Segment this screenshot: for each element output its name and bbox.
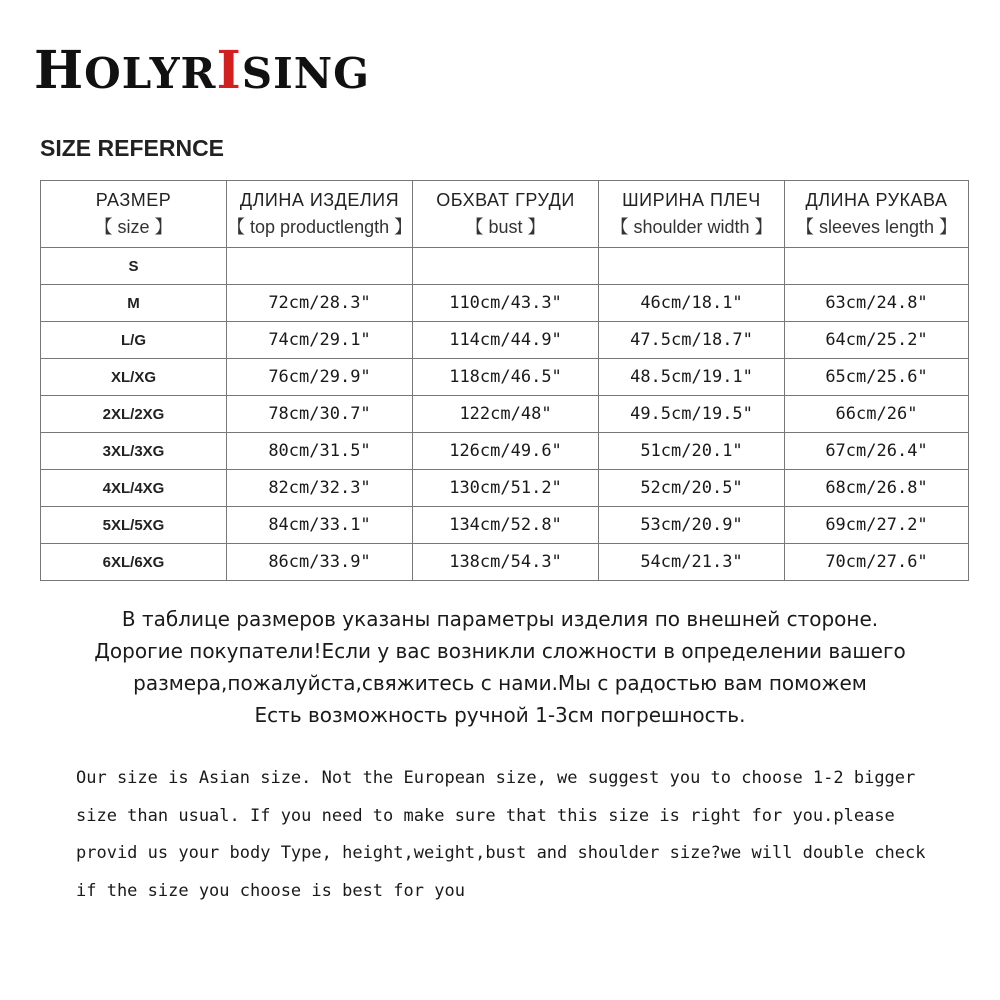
shoulder-cell: 48.5cm/19.1" — [599, 359, 785, 396]
bust-cell — [413, 248, 599, 285]
sleeve-cell — [785, 248, 969, 285]
table-row — [41, 470, 969, 507]
length-cell: 80cm/31.5" — [227, 433, 413, 470]
size-cell: XL/XG — [41, 359, 227, 396]
length-cell: 84cm/33.1" — [227, 507, 413, 544]
table-row — [41, 248, 969, 285]
header-ru: РАЗМЕР — [95, 189, 172, 210]
logo-letter-h: H — [34, 40, 85, 101]
sleeve-cell: 69cm/27.2" — [785, 507, 969, 544]
header-row — [41, 181, 969, 248]
sleeve-cell: 65cm/25.6" — [785, 359, 969, 396]
en-note-line: size than usual. If you need to make sure that this size is right for you.please — [76, 805, 895, 826]
header-en: 【 top productlength 】 — [227, 216, 413, 237]
header-en: 【 shoulder width 】 — [610, 216, 773, 237]
table-row — [41, 507, 969, 544]
table-row — [41, 433, 969, 470]
size-cell: M — [41, 285, 227, 322]
header-shoulder — [599, 181, 785, 248]
bust-cell: 122cm/48" — [413, 396, 599, 433]
size-cell: 2XL/2XG — [41, 396, 227, 433]
table-row — [41, 359, 969, 396]
ru-note-line: размера,пожалуйста,свяжитесь с нами.Мы с радостью вам поможем — [133, 671, 867, 695]
header-size — [41, 181, 227, 248]
shoulder-cell: 51cm/20.1" — [599, 433, 785, 470]
header-en: 【 bust 】 — [465, 216, 546, 237]
bust-cell: 134cm/52.8" — [413, 507, 599, 544]
header-ru: ШИРИНА ПЛЕЧ — [622, 189, 761, 210]
bust-cell: 130cm/51.2" — [413, 470, 599, 507]
logo-part-1: OLYR — [84, 49, 217, 98]
en-note-line: Our size is Asian size. Not the European size, we suggest you to choose 1-2 bigger — [76, 768, 916, 788]
bust-cell: 110cm/43.3" — [413, 285, 599, 322]
bust-cell: 114cm/44.9" — [413, 322, 599, 359]
sleeve-cell: 68cm/26.8" — [785, 470, 969, 507]
shoulder-cell — [599, 248, 785, 285]
length-cell: 74cm/29.1" — [227, 322, 413, 359]
brand-logo — [34, 40, 370, 101]
length-cell: 72cm/28.3" — [227, 285, 413, 322]
size-cell: S — [41, 248, 227, 285]
header-en: 【 sleeves length 】 — [795, 216, 958, 237]
header-en: 【 size 】 — [94, 216, 173, 237]
length-cell: 78cm/30.7" — [227, 396, 413, 433]
size-cell: 6XL/6XG — [41, 544, 227, 581]
size-cell: 4XL/4XG — [41, 470, 227, 507]
bust-cell: 118cm/46.5" — [413, 359, 599, 396]
table-row — [41, 544, 969, 581]
shoulder-cell: 49.5cm/19.5" — [599, 396, 785, 433]
russian-notes — [20, 603, 980, 731]
bust-cell: 126cm/49.6" — [413, 433, 599, 470]
ru-note-line: В таблице размеров указаны параметры изделия по внешней стороне. — [121, 607, 879, 631]
shoulder-cell: 53cm/20.9" — [599, 507, 785, 544]
shoulder-cell: 46cm/18.1" — [599, 285, 785, 322]
shoulder-cell: 47.5cm/18.7" — [599, 322, 785, 359]
size-cell: 5XL/5XG — [41, 507, 227, 544]
logo-letter-i: I — [216, 40, 242, 101]
length-cell: 76cm/29.9" — [227, 359, 413, 396]
english-note — [76, 760, 976, 910]
size-cell: 3XL/3XG — [41, 433, 227, 470]
size-table — [40, 180, 969, 581]
header-ru: ДЛИНА РУКАВА — [805, 189, 948, 210]
table-row — [41, 396, 969, 433]
sleeve-cell: 63cm/24.8" — [785, 285, 969, 322]
header-ru: ОБХВАТ ГРУДИ — [436, 189, 575, 210]
page-heading: SIZE REFERNCE — [40, 135, 225, 161]
sleeve-cell: 70cm/27.6" — [785, 544, 969, 581]
length-cell — [227, 248, 413, 285]
shoulder-cell: 54cm/21.3" — [599, 544, 785, 581]
bust-cell: 138cm/54.3" — [413, 544, 599, 581]
shoulder-cell: 52cm/20.5" — [599, 470, 785, 507]
ru-note-line: Есть возможность ручной 1-3см погрешность. — [254, 703, 746, 727]
table-row — [41, 322, 969, 359]
size-cell: L/G — [41, 322, 227, 359]
header-bust — [413, 181, 599, 248]
header-length — [227, 181, 413, 248]
sleeve-cell: 67cm/26.4" — [785, 433, 969, 470]
logo-part-2: SING — [241, 49, 371, 98]
length-cell: 86cm/33.9" — [227, 544, 413, 581]
en-note-line: provid us your body Type, height,weight,bust and shoulder size?we will double check — [76, 843, 926, 863]
sleeve-cell: 64cm/25.2" — [785, 322, 969, 359]
header-sleeve — [785, 181, 969, 248]
sleeve-cell: 66cm/26" — [785, 396, 969, 433]
header-ru: ДЛИНА ИЗДЕЛИЯ — [239, 189, 400, 210]
length-cell: 82cm/32.3" — [227, 470, 413, 507]
en-note-line: if the size you choose is best for you — [76, 880, 465, 901]
table-row — [41, 285, 969, 322]
ru-note-line: Дорогие покупатели!Если у вас возникли сложности в определении вашего — [94, 639, 906, 663]
